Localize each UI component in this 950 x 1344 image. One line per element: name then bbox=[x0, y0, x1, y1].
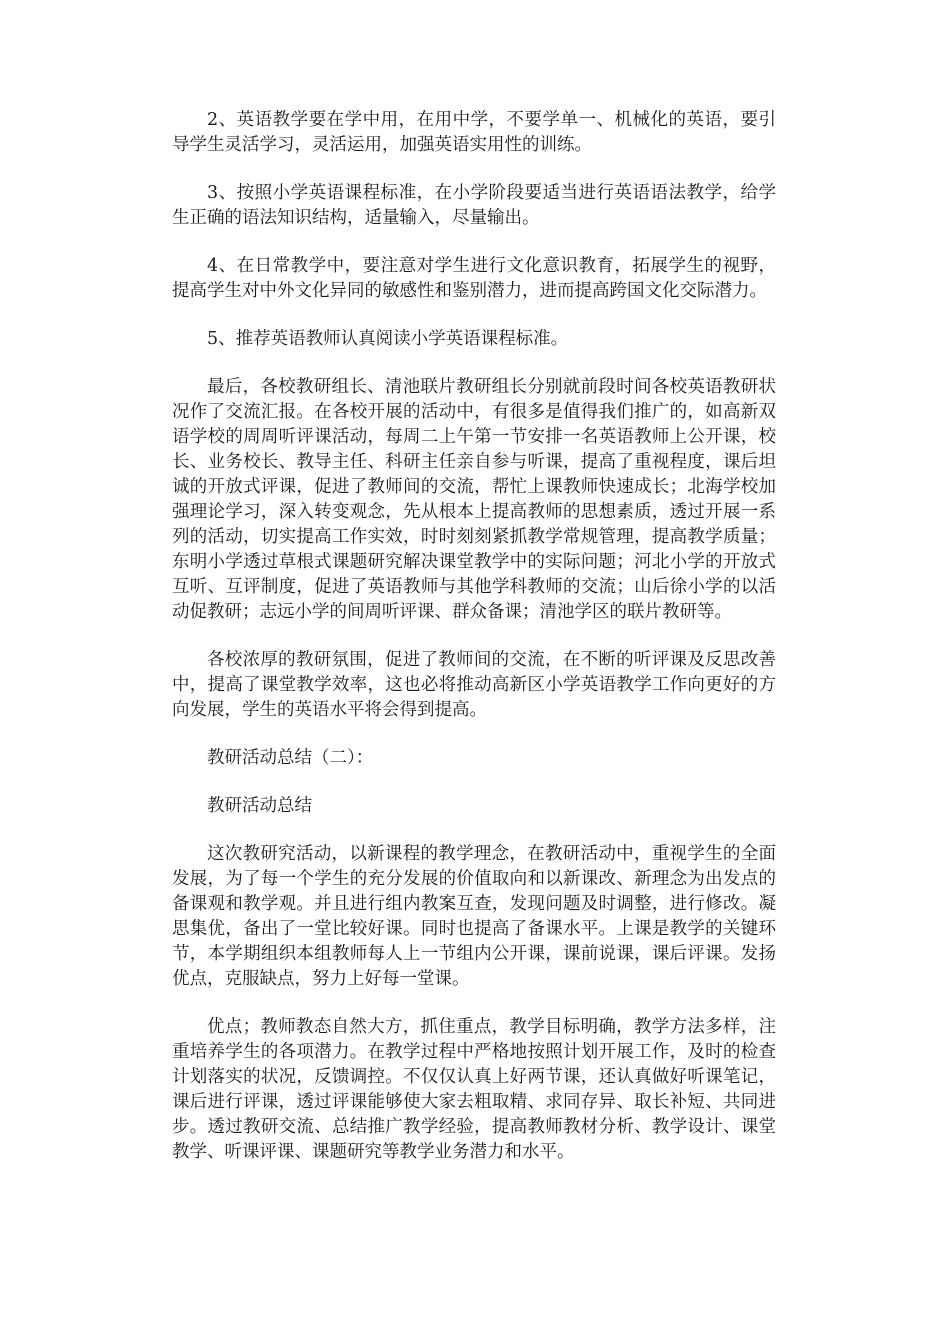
section-subtitle: 教研活动总结 bbox=[207, 796, 312, 816]
paragraph-item-2: 2、英语教学要在学中用，在用中学，不要学单一、机械化的英语，要引导学生灵活学习，灵活运用，加强英语实用性的训练。 bbox=[172, 110, 776, 155]
paragraph-item-3: 3、按照小学英语课程标准，在小学阶段要适当进行英语语法教学，给学生正确的语法知识结构，适量输入，尽量输出。 bbox=[172, 183, 776, 228]
paragraph-report-summary: 最后，各校教研组长、清池联片教研组长分别就前段时间各校英语教研状况作了交流汇报。在各校开展的活动中，有很多是值得我们推广的，如高新双语学校的周周听评课活动，每周二上午第一节安排一名英语教师上公开课，校长、业务校长、教导主任、科研主任亲自参与听课，提高了重视程度，课后坦诚的开放式评课，促进了教师间的交流，帮忙上课教师快速成长；北海学校加强理论学习，深入转变观念，先从根本上提高教师的思想素质，透过开展一系列的活动，切实提高工作实效，时时刻刻紧抓教学常规管理，提高教学质量；东明小学透过草根式课题研究解决课堂教学中的实际问题；河北小学的开放式互听、互评制度，促进了英语教师与其他学科教师的交流；山后徐小学的以活动促教研；志远小学的间周听评课、群众备课；清池学区的联片教研等。 bbox=[172, 377, 776, 622]
paragraph-conclusion: 各校浓厚的教研氛围，促进了教师间的交流，在不断的听评课及反思改善中，提高了课堂教学效率，这也必将推动高新区小学英语教学工作向更好的方向发展，学生的英语水平将会得到提高。 bbox=[172, 650, 776, 720]
section-title: 教研活动总结（二）： bbox=[207, 748, 374, 768]
paragraph-item-4: 4、在日常教学中，要注意对学生进行文化意识教育，拓展学生的视野，提高学生对中外文化异同的敏感性和鉴别潜力，进而提高跨国文化交际潜力。 bbox=[172, 256, 776, 301]
paragraph-item-5: 5、推荐英语教师认真阅读小学英语课程标准。 bbox=[207, 329, 569, 349]
paragraph-strengths: 优点；教师教态自然大方，抓住重点，教学目标明确，教学方法多样，注重培养学生的各项潜力。在教学过程中严格地按照计划开展工作，及时的检查计划落实的状况，反馈调控。不仅仅认真上好两节课，还认真做好听课笔记，课后进行评课，透过评课能够使大家去粗取精、求同存异、取长补短、共同进步。透过教研交流、总结推广教学经验，提高教师教材分析、教学设计、课堂教学、听课评课、课题研究等教学业务潜力和水平。 bbox=[172, 1017, 776, 1162]
paragraph-activity-overview: 这次教研究活动，以新课程的教学理念，在教研活动中，重视学生的全面发展，为了每一个学生的充分发展的价值取向和以新课改、新理念为出发点的备课观和教学观。并且进行组内教案互查，发现问题及时调整，进行修改。凝思集优，备出了一堂比较好课。同时也提高了备课水平。上课是教学的关键环节，本学期组织本组教师每人上一节组内公开课，课前说课，课后评课。发扬优点，克服缺点，努力上好每一堂课。 bbox=[172, 844, 776, 989]
document-page bbox=[172, 108, 776, 1188]
